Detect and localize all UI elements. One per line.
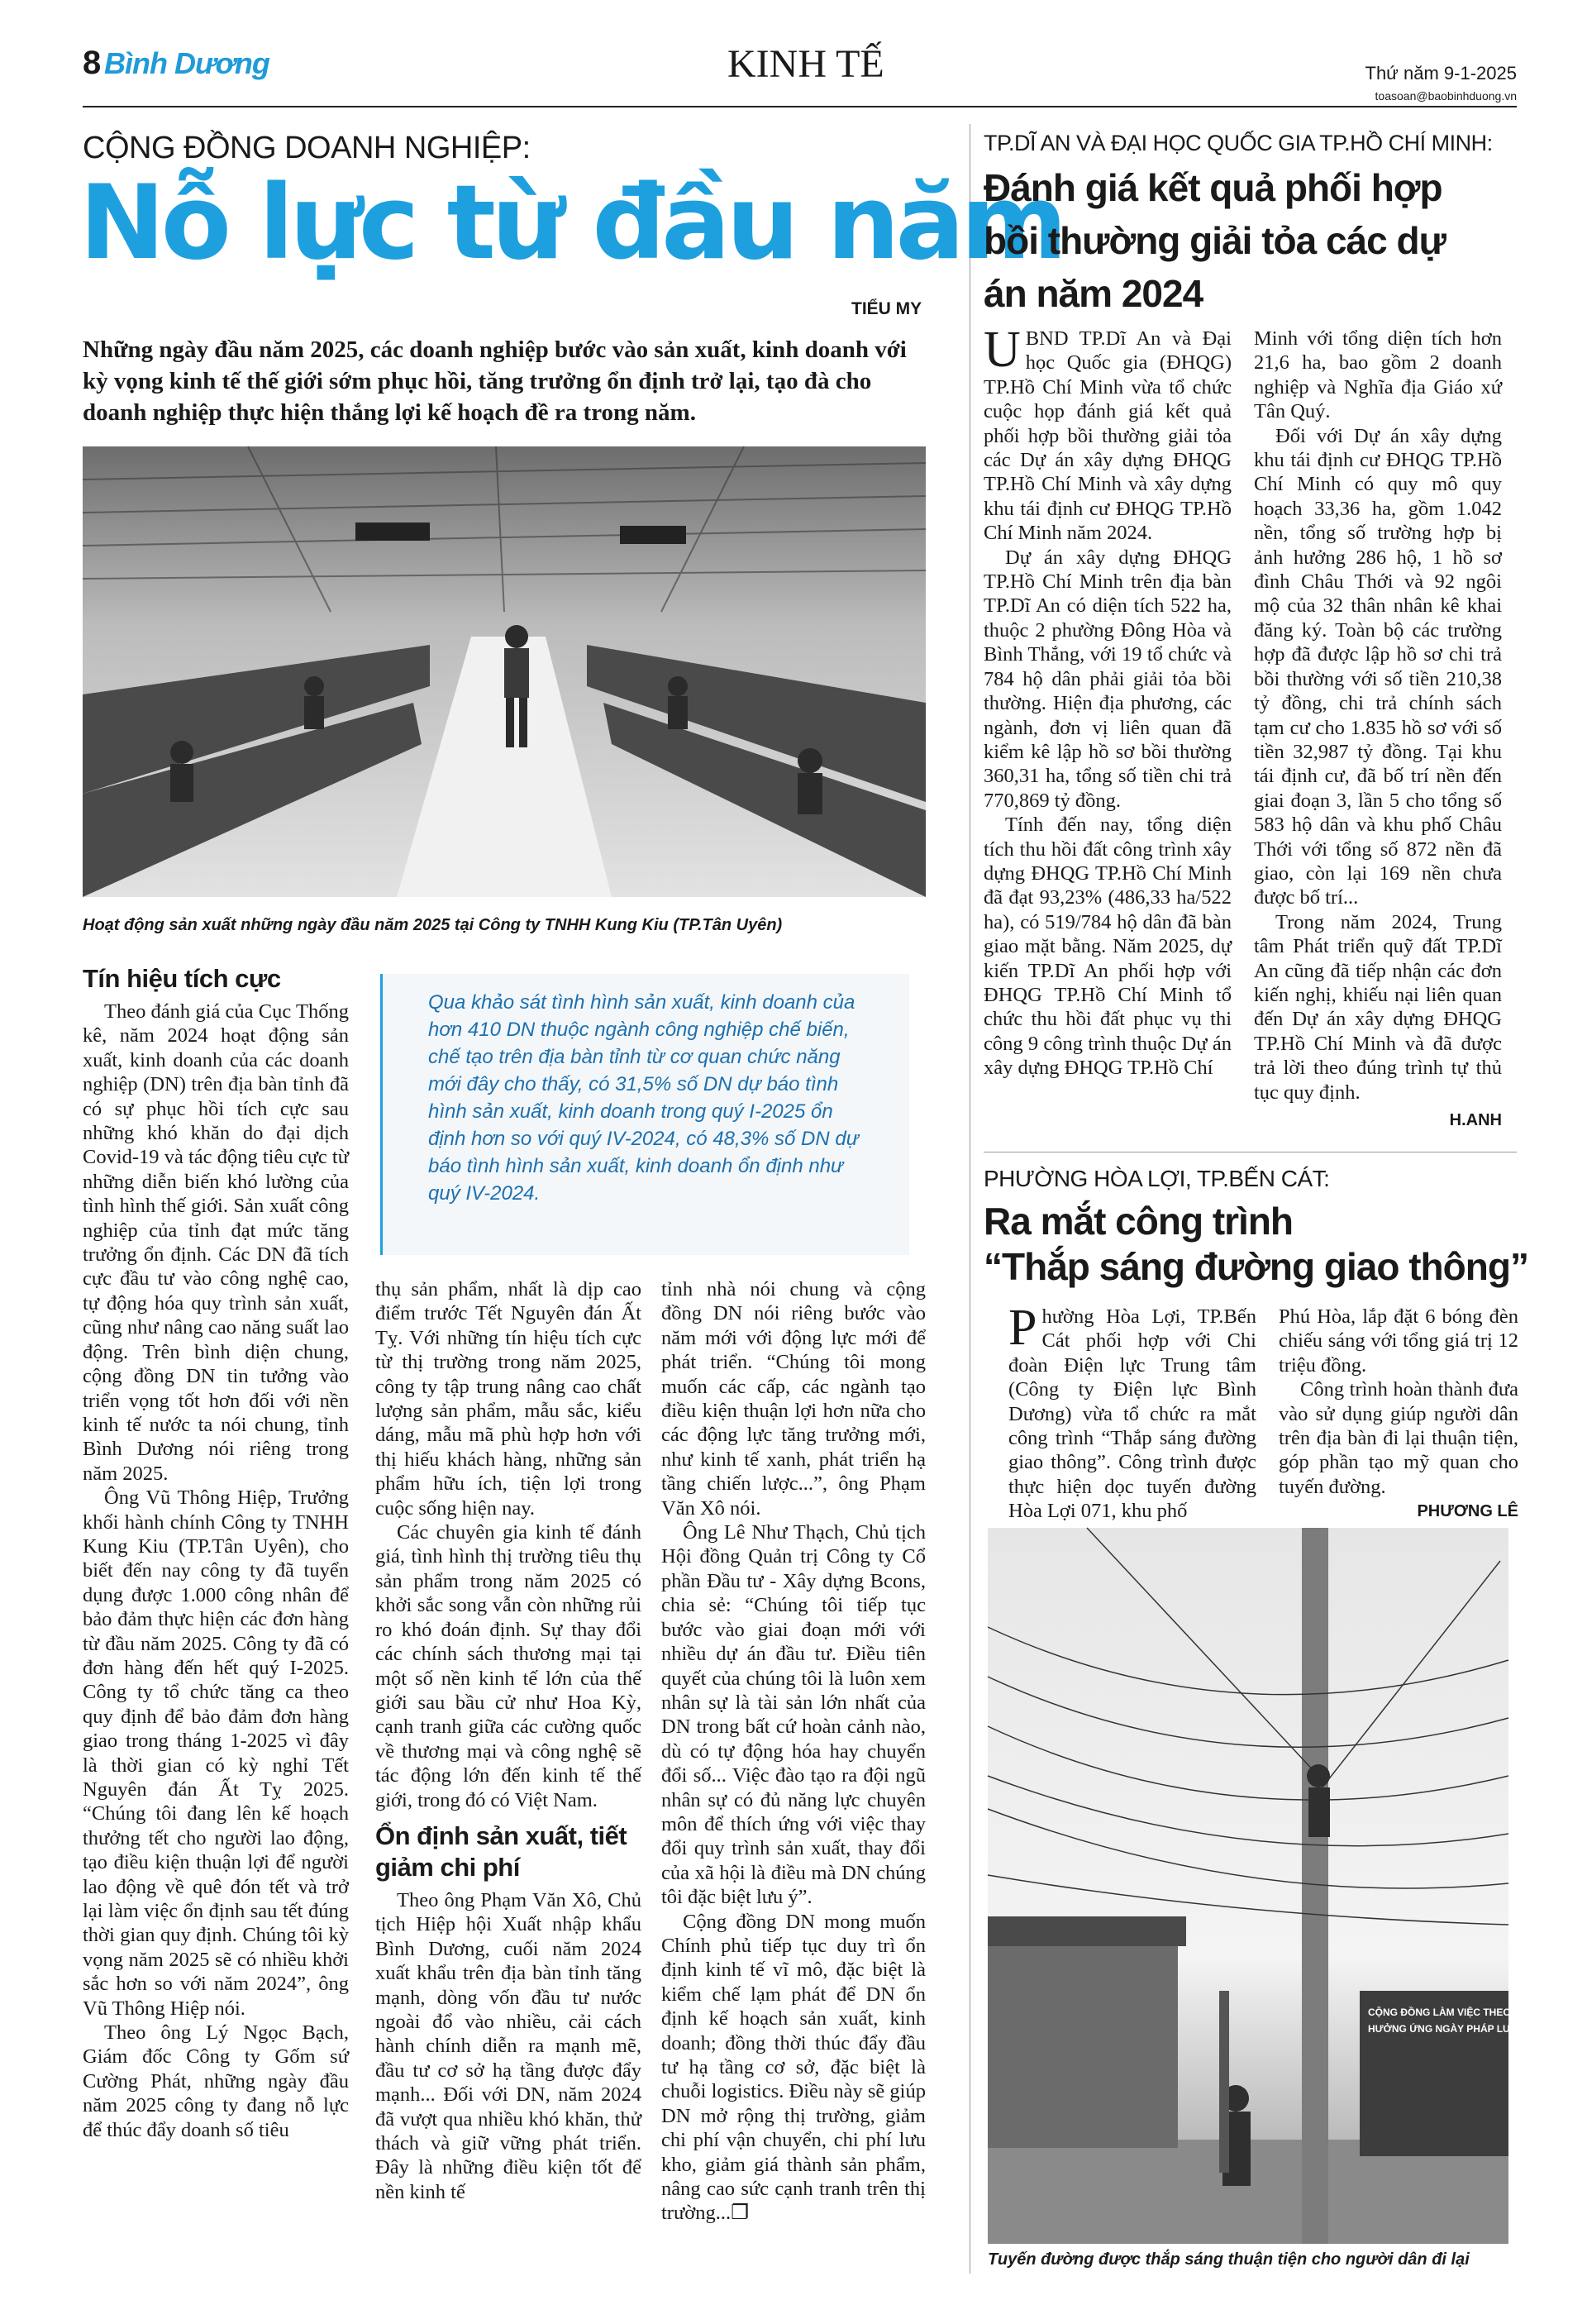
main-col2b-body — [375, 1888, 641, 2204]
hoa-loi-col2-body — [1279, 1305, 1518, 1499]
paragraph: Theo đánh giá của Cục Thống kê, năm 2024 hoạt động sản xuất, kinh doanh của các doanh nghiệp (DN) trên địa bàn tỉnh đã có sự phục hồi tích cực sau những khó khăn do đại dịch Covid-19 và tác động tiêu cực từ những diễn biến khó lường của tình hình thế giới. Sản xuất công nghiệp của tỉnh đạt mức tăng trưởng ổn định. Các DN đã tích cực đầu tư vào công nghệ cao, tự động hóa quy trình sản xuất, cũng như nâng cao năng suất lao động. Trên bình diện chung, cộng đồng DN tin tưởng vào triển vọng tốt hơn đối với nền kinh tế nước ta nói chung, tỉnh Bình Dương nói riêng trong năm 2025. — [83, 1000, 349, 1485]
quote-text: Qua khảo sát tình hình sản xuất, kinh doanh của hơn 410 DN thuộc ngành công nghiệp chế biến, chế tạo trên địa bàn tỉnh từ cơ quan chức năng mới đây cho thấy, có 31,5% số DN dự báo tình hình sản xuất, kinh doanh trong quý I-2025 ổn định hơn so với quý IV-2024, có 48,3% số DN dự báo tình hình sản xuất, kinh doanh ổn định như quý IV-2024. — [428, 991, 859, 1205]
main-column-3 — [661, 1277, 926, 2226]
paragraph — [984, 322, 1232, 546]
di-an-headline: Đánh giá kết quả phối hợp bồi thường giải tỏa các dự án năm 2024 — [984, 166, 1446, 315]
drop-cap: P — [1008, 1300, 1037, 1356]
street-photo-caption: Tuyến đường được thắp sáng thuận tiện cho người dân đi lại — [988, 2250, 1470, 2269]
hoa-loi-headline-1: Ra mắt công trình — [984, 1200, 1294, 1243]
paragraph: Theo ông Lý Ngọc Bạch, Giám đốc Công ty Gốm sứ Cường Phát, những ngày đầu năm 2025 công ty đang nỗ lực để thúc đẩy doanh số tiêu — [83, 2021, 349, 2141]
factory-photo-caption: Hoạt động sản xuất những ngày đầu năm 2025 tại Công ty TNHH Kung Kiu (TP.Tân Uyên) — [83, 916, 783, 934]
main-lead: Những ngày đầu năm 2025, các doanh nghiệp bước vào sản xuất, kinh doanh với kỳ vọng kinh tế thế giới sớm phục hồi, tăng trưởng ổn định trở lại, tạo đà cho doanh nghiệp thực hiện thắng lợi kế hoạch đề ra trong năm. — [83, 336, 907, 426]
paragraph: Minh với tổng diện tích hơn 21,6 ha, bao gồm 2 doanh nghiệp và Nghĩa địa Giáo xứ Tân Quý. — [1254, 327, 1502, 423]
main-column-1 — [83, 955, 349, 2142]
street-illustration — [988, 1528, 1568, 2244]
paragraph: Ông Vũ Thông Hiệp, Trưởng khối hành chính Công ty TNHH Kung Kiu (TP.Tân Uyên), cho biết đến nay công ty đã tuyển dụng được 1.000 công nhân để bảo đảm thực hiện các đơn hàng từ đầu năm 2025. Công ty đã có đơn hàng đến hết quý I-2025. Công ty tổ chức tăng ca theo quy định để bảo đảm đơn hàng giao trong tháng 1-2025 vì đây là thời gian có kỳ nghỉ Tết Nguyên đán Ất Tỵ 2025. “Chúng tôi đang lên kế hoạch thưởng tết cho người lao động, tạo điều kiện thuận lợi để người lao động về quê đón tết và trở lại làm việc ổn định sau tết đúng thời gian quy định. Chúng tôi kỳ vọng năm 2025 sẽ có nhiều khởi sắc hơn so với năm 2024”, ông Vũ Thông Hiệp nói. — [83, 1487, 349, 2020]
contact-email: toasoan@baobinhduong.vn — [1375, 89, 1517, 103]
paragraph: Trong năm 2024, Trung tâm Phát triển quỹ đất TP.Dĩ An cũng đã tiếp nhận các đơn kiến nghị, khiếu nại liên quan đến Dự án xây dựng ĐHQG TP.Hồ Chí Minh và đã được trả lời theo đúng trình tự thủ tục quy định. — [1254, 910, 1502, 1104]
di-an-author: H.ANH — [1449, 1111, 1502, 1129]
hoa-loi-kicker: PHƯỜNG HÒA LỢI, TP.BẾN CÁT: — [984, 1166, 1330, 1191]
photo-sign-text-2: HƯỞNG ỨNG NGÀY PHÁP LUẬT — [1368, 2023, 1523, 2035]
pull-quote — [380, 974, 909, 1255]
paragraph: Dự án xây dựng ĐHQG TP.Hồ Chí Minh trên địa bàn TP.Dĩ An có diện tích 522 ha, thuộc 2 phường Đông Hòa và Bình Thắng, với 19 tổ chức và 784 hộ dân phải giải tỏa bồi thường. Hiện địa phương, các ngành, đơn vị liên quan đã kiểm kê lập hồ sơ bồi thường 360,31 ha, tổng số tiền chi trả 770,869 tỷ đồng. — [984, 546, 1232, 812]
subhead-stable-production: Ổn định sản xuất, tiết giảm chi phí — [375, 1821, 627, 1882]
paragraph: Cộng đồng DN mong muốn Chính phủ tiếp tục duy trì ổn định kinh tế vĩ mô, đặc biệt là kiểm chế lạm phát để DN ổn định kế hoạch sản xuất, kinh doanh; đồng thời thúc đẩy đầu tư hạ tầng cơ sở, đặc biệt là chuỗi logistics. Điều này sẽ giúp DN mở rộng thị trường, giảm chi phí vận chuyển, chi phí lưu kho, giảm giá thành sản phẩm, nâng cao sức cạnh tranh trên thị trường...❐ — [661, 1910, 926, 2225]
main-col3-body — [661, 1277, 926, 2226]
main-col2-body — [375, 1277, 641, 1812]
subhead-positive-signals: Tín hiệu tích cực — [83, 964, 281, 993]
di-an-column-1 — [984, 322, 1232, 1081]
di-an-kicker: TP.DĨ AN VÀ ĐẠI HỌC QUỐC GIA TP.HỒ CHÍ MINH: — [984, 131, 1493, 155]
street-light-photo — [988, 1528, 1568, 2244]
paragraph-text: BND TP.Dĩ An và Đại học Quốc gia (ĐHQG) TP.Hồ Chí Minh vừa tổ chức cuộc họp đánh giá kết quả phối hợp bồi thường giải tỏa các Dự án xây dựng ĐHQG TP.Hồ Chí Minh và xây dựng khu tái định cư ĐHQG TP.Hồ Chí Minh năm 2024. — [984, 327, 1232, 545]
paragraph-text: hường Hòa Lợi, TP.Bến Cát phối hợp với Chi đoàn Điện lực Trung tâm (Công ty Điện lực Bình Dương) vừa tổ chức ra mắt công trình “Thắp sáng đường giao thông”. Công trình được thực hiện dọc tuyến đường Hòa Lợi 071, khu phố — [1008, 1305, 1256, 1523]
hoa-loi-headline-2: “Thắp sáng đường giao thông” — [984, 1245, 1528, 1288]
di-an-column-2 — [1254, 327, 1502, 1130]
paragraph: Các chuyên gia kinh tế đánh giá, tình hình thị trường tiêu thụ sản phẩm trong năm 2025 có khởi sắc song vẫn còn những rủi ro khó đoán định. Sự thay đổi các chính sách thương mại tại một số nền kinh tế lớn của thế giới sau bầu cử như Hoa Kỳ, cạnh tranh giữa các cường quốc về thương mại và công nghệ sẽ tác động lớn đến kinh tế thế giới, trong đó có Việt Nam. — [375, 1521, 641, 1811]
paragraph: Tính đến nay, tổng diện tích thu hồi đất công trình xây dựng ĐHQG TP.Hồ Chí Minh đã đạt 93,23% (486,33 ha/522 ha), có 519/784 hộ dân đã bàn giao mặt bằng. Năm 2025, dự kiến TP.Dĩ An phối hợp với ĐHQG TP.Hồ Chí Minh tổ chức thu hồi đất phục vụ thi công 9 công trình thuộc Dự án xây dựng ĐHQG TP.Hồ Chí — [984, 814, 1232, 1080]
quote-bar — [380, 974, 383, 1255]
paragraph: tỉnh nhà nói chung và cộng đồng DN nói riêng bước vào năm mới với động lực mới để phát triển. “Chúng tôi mong muốn các cấp, các ngành tạo điều kiện thuận lợi hơn nữa cho các động lực tăng trưởng mới, như kinh tế xanh, phát triển hạ tầng chiến lược...”, ông Phạm Văn Xô nói. — [661, 1278, 926, 1520]
paragraph: Ông Lê Như Thạch, Chủ tịch Hội đồng Quản trị Công ty Cổ phần Đầu tư - Xây dựng Bcons, chia sẻ: “Chúng tôi tiếp tục bước vào giai đoạn mới với nhiều dự án đầu tư. Điều tiên quyết của chúng tôi là luôn xem nhân sự là tài sản lớn nhất của DN trong bất cứ hoàn cảnh nào, dù có tự động hóa hay chuyển đổi số... Việc đào tạo ra đội ngũ nhân sự có đủ năng lực chuyên môn để thích ứng với việc thay đổi quy trình sản xuất, thay đổi của xã hội là điều mà DN chúng tôi đặc biệt lưu ý”. — [661, 1521, 926, 1909]
main-headline: Nỗ lực từ đầu năm — [79, 164, 1064, 283]
di-an-col1-body — [984, 322, 1232, 1081]
paragraph: Công trình hoàn thành đưa vào sử dụng giúp người dân trên địa bàn đi lại thuận tiện, góp phần tạo mỹ quan cho tuyến đường. — [1279, 1378, 1518, 1498]
hoa-loi-col1-body — [1008, 1300, 1256, 1524]
page-header — [83, 40, 1517, 103]
hoa-loi-column-1 — [1008, 1300, 1256, 1524]
factory-illustration — [83, 446, 926, 897]
main-author: TIỂU MY — [851, 299, 922, 318]
main-col1-body — [83, 1000, 349, 2142]
paper-name-logo: Bình Dương — [104, 46, 269, 80]
paragraph: Theo ông Phạm Văn Xô, Chủ tịch Hiệp hội Xuất nhập khẩu Bình Dương, cuối năm 2024 xuất khẩu trên địa bàn tỉnh tăng mạnh, dòng vốn đầu tư nước ngoài đổ vào nhiều, cải cách hành chính diễn ra mạnh mẽ, đầu tư cơ sở hạ tầng được đẩy mạnh... Đối với DN, năm 2024 đã vượt qua nhiều khó khăn, thử thách và giữ vững phát triển. Đây là những điều kiện tốt để nền kinh tế — [375, 1888, 641, 2203]
drop-cap: U — [984, 322, 1021, 378]
main-kicker: CỘNG ĐỒNG DOANH NGHIỆP: — [83, 131, 531, 165]
section-title: KINH TẾ — [727, 42, 884, 86]
header-rule — [83, 106, 1517, 107]
paragraph: Đối với Dự án xây dựng khu tái định cư ĐHQG TP.Hồ Chí Minh có quy mô quy hoạch 33,36 ha, gồm 1.042 nền, tổng số trường hợp bị ảnh hưởng 286 hộ, 1 hồ sơ đình Châu Thới và 92 ngôi mộ của 32 thân nhân kê khai đăng ký. Toàn bộ các trường hợp đã được lập hồ sơ chi trả bồi thường với số tiền 210,38 tỷ đồng, chi trả chính sách tạm cư cho 1.835 hồ sơ với số tiền 32,987 tỷ đồng. Tại khu tái định cư, đã bố trí nền đến giai đoạn 3, lần 5 cho tổng số 583 hộ dân và khu phố Châu Thới với tổng số 872 nền đã giao, còn lại 169 nền chưa được bố trí... — [1254, 424, 1502, 909]
page-number: 8 — [83, 45, 102, 81]
di-an-col2-body — [1254, 327, 1502, 1105]
paragraph: thụ sản phẩm, nhất là dịp cao điểm trước Tết Nguyên đán Ất Tỵ. Với những tín hiệu tích cực từ thị trường trong năm 2025, công ty tập trung nâng cao chất lượng sản phẩm, mẫu sắc, kiểu dáng, mẫu mã phù hợp hơn với thị hiếu khách hàng, những sản phẩm hữu ích, tiện lợi trong cuộc sống hiện nay. — [375, 1278, 641, 1520]
main-column-2 — [375, 1277, 641, 2204]
paragraph — [1008, 1300, 1256, 1524]
hoa-loi-author: PHƯƠNG LÊ — [1417, 1502, 1518, 1521]
photo-sign-text-1: CỘNG ĐỒNG LÀM VIỆC THEO HIẾN PHÁP — [1368, 2007, 1568, 2018]
issue-date: Thứ năm 9-1-2025 — [1365, 63, 1517, 84]
paragraph: Phú Hòa, lắp đặt 6 bóng đèn chiếu sáng với tổng giá trị 12 triệu đồng. — [1279, 1305, 1518, 1377]
hoa-loi-column-2 — [1279, 1305, 1518, 1521]
factory-photo — [83, 446, 926, 897]
